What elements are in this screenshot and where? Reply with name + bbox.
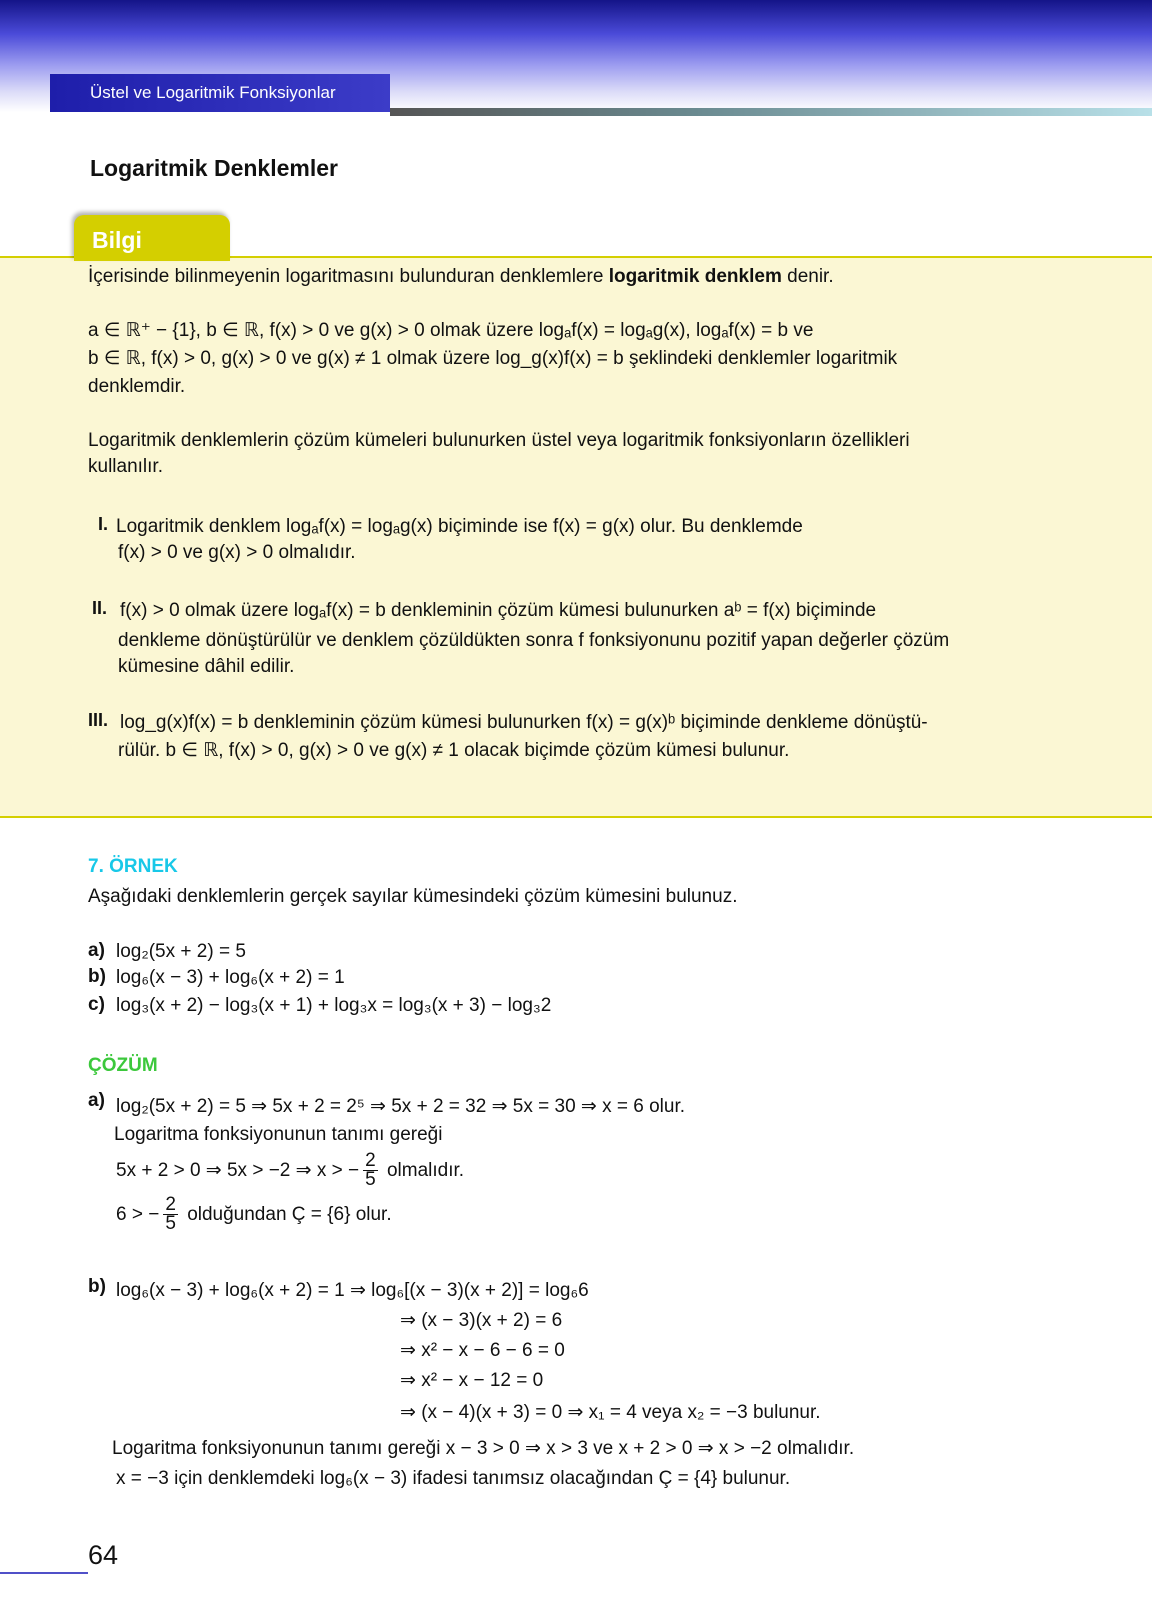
info-intro bbox=[88, 266, 834, 288]
chapter-tab: Üstel ve Logaritmik Fonksiyonlar bbox=[50, 74, 390, 112]
solution-a-line-1: log₂(5x + 2) = 5 ⇒ 5x + 2 = 2⁵ ⇒ 5x + 2 = 32 ⇒ 5x = 30 ⇒ x = 6 olur. bbox=[116, 1096, 686, 1117]
example-c-equation: log₃(x + 2) − log₃(x + 1) + log₃x = log₃(x + 3) − log₃2 bbox=[116, 995, 552, 1016]
fraction-two-fifths-2 bbox=[163, 1196, 178, 1233]
solution-b-line-4: ⇒ x² − x − 12 = 0 bbox=[400, 1370, 544, 1391]
solution-b-line-1: log₆(x − 3) + log₆(x + 2) = 1 ⇒ log₆[(x − 3)(x + 2)] = log₆6 bbox=[116, 1280, 589, 1301]
example-b-equation: log₆(x − 3) + log₆(x + 2) = 1 bbox=[116, 967, 345, 988]
page-number: 64 bbox=[88, 1540, 119, 1570]
fraction-numerator: 2 bbox=[365, 1150, 376, 1172]
definition-line-2: b ∈ ℝ, f(x) > 0, g(x) > 0 ve g(x) ≠ 1 olmak üzere log_g(x)f(x) = b şeklindeki denklemler logaritmik bbox=[88, 348, 898, 369]
solution-a-line-4 bbox=[116, 1194, 392, 1236]
solution-a-line-4-text: 6 > − bbox=[116, 1204, 160, 1225]
intro-bold-term: logaritmik denklem bbox=[608, 266, 782, 287]
example-heading: 7. ÖRNEK bbox=[88, 856, 178, 877]
item-2-line-2: denkleme dönüştürülür ve denklem çözüldükten sonra f fonksiyonunu pozitif yapan değerler çözüm bbox=[118, 630, 950, 651]
definition-line-1: a ∈ ℝ⁺ − {1}, b ∈ ℝ, f(x) > 0 ve g(x) > 0 olmak üzere logₐf(x) = logₐg(x), logₐf(x) = b ve bbox=[88, 320, 814, 341]
page-number-underline bbox=[0, 1572, 88, 1574]
item-3-number: III. bbox=[88, 710, 109, 730]
item-1-line-1: Logaritmik denklem logₐf(x) = logₐg(x) biçiminde ise f(x) = g(x) olur. Bu denklemde bbox=[116, 516, 803, 537]
solution-a-line-3-text: 5x + 2 > 0 ⇒ 5x > −2 ⇒ x > − bbox=[116, 1160, 360, 1181]
header-divider bbox=[390, 108, 1152, 116]
example-b-label: b) bbox=[88, 966, 106, 987]
info-tab: Bilgi bbox=[74, 215, 230, 261]
info-paragraph-line-2: kullanılır. bbox=[88, 456, 163, 477]
item-2-line-1: f(x) > 0 olmak üzere logₐf(x) = b denkleminin çözüm kümesi bulunurken aᵇ = f(x) biçiminde bbox=[120, 600, 877, 621]
solution-a-line-2: Logaritma fonksiyonunun tanımı gereği bbox=[114, 1124, 443, 1145]
solution-b-line-7: x = −3 için denklemdeki log₆(x − 3) ifadesi tanımsız olacağından Ç = {4} bulunur. bbox=[116, 1468, 791, 1489]
item-3-line-2: rülür. b ∈ ℝ, f(x) > 0, g(x) > 0 ve g(x) ≠ 1 olacak biçimde çözüm kümesi bulunur. bbox=[118, 740, 790, 761]
example-a-equation: log₂(5x + 2) = 5 bbox=[116, 941, 246, 962]
solution-b-label: b) bbox=[88, 1276, 106, 1297]
solution-heading: ÇÖZÜM bbox=[88, 1055, 158, 1076]
solution-a-label: a) bbox=[88, 1090, 105, 1111]
solution-a-line-3-end: olmalıdır. bbox=[386, 1160, 465, 1181]
item-2-number: II. bbox=[92, 598, 108, 618]
fraction-numerator-2: 2 bbox=[165, 1194, 176, 1216]
example-c-label: c) bbox=[88, 994, 105, 1015]
solution-b-line-3: ⇒ x² − x − 6 − 6 = 0 bbox=[400, 1340, 565, 1361]
item-2-line-3: kümesine dâhil edilir. bbox=[118, 656, 295, 677]
definition-line-3: denklemdir. bbox=[88, 376, 186, 397]
intro-text: İçerisinde bilinmeyenin logaritmasını bulunduran denklemlere bbox=[88, 266, 609, 287]
solution-b-line-6: Logaritma fonksiyonunun tanımı gereği x − 3 > 0 ⇒ x > 3 ve x + 2 > 0 ⇒ x > −2 olmalıdır. bbox=[112, 1438, 855, 1459]
solution-a-line-4-end: olduğundan Ç = {6} olur. bbox=[187, 1204, 392, 1225]
item-1-line-2: f(x) > 0 ve g(x) > 0 olmalıdır. bbox=[118, 542, 356, 563]
intro-text-end: denir. bbox=[781, 266, 834, 287]
item-1-number: I. bbox=[98, 514, 109, 534]
section-title: Logaritmik Denklemler bbox=[90, 155, 338, 181]
fraction-two-fifths bbox=[363, 1152, 378, 1189]
info-paragraph-line-1: Logaritmik denklemlerin çözüm kümeleri bulunurken üstel veya logaritmik fonksiyonların özellikleri bbox=[88, 430, 910, 451]
example-a-label: a) bbox=[88, 940, 105, 961]
fraction-denominator-2: 5 bbox=[165, 1213, 176, 1235]
solution-b-line-2: ⇒ (x − 3)(x + 2) = 6 bbox=[400, 1310, 563, 1331]
item-3-line-1: log_g(x)f(x) = b denkleminin çözüm kümesi bulunurken f(x) = g(x)ᵇ biçiminde denkleme dönüştü- bbox=[120, 712, 928, 733]
example-prompt: Aşağıdaki denklemlerin gerçek sayılar kümesindeki çözüm kümesini bulunuz. bbox=[88, 886, 738, 907]
solution-a-line-3 bbox=[116, 1150, 464, 1192]
solution-b-line-5: ⇒ (x − 4)(x + 3) = 0 ⇒ x₁ = 4 veya x₂ = −3 bulunur. bbox=[400, 1402, 821, 1423]
fraction-denominator: 5 bbox=[365, 1169, 376, 1191]
